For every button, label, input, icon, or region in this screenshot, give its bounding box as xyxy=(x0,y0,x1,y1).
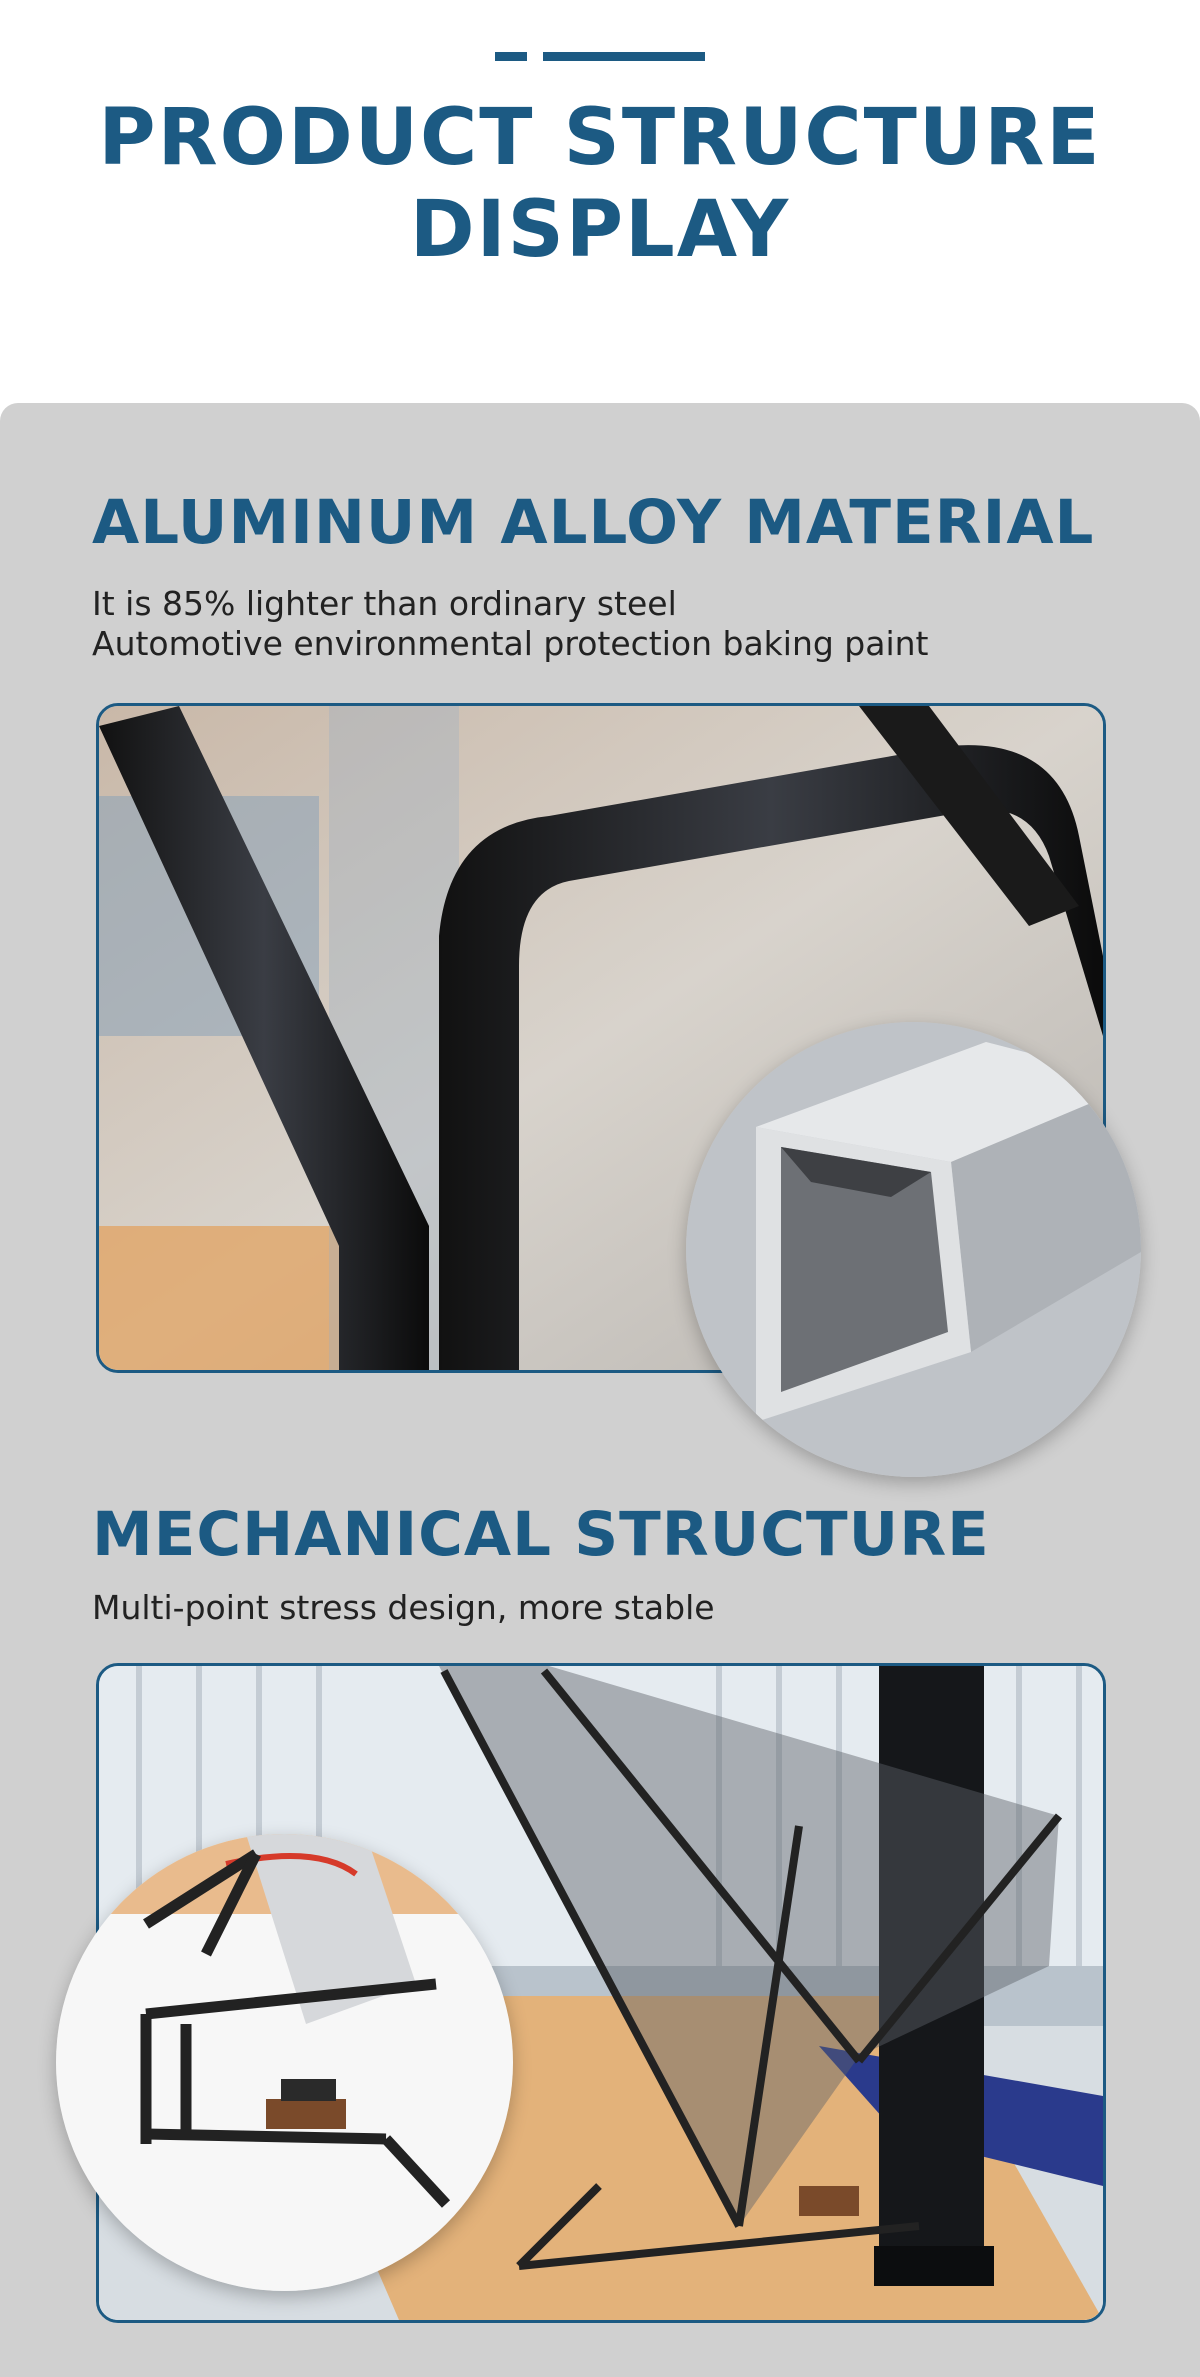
page-title-line1: PRODUCT STRUCTURE xyxy=(98,93,1102,183)
page-title xyxy=(0,92,1200,276)
machine-detail-illustration xyxy=(56,1834,513,2291)
section-desc-line2: Automotive environmental protection baking paint xyxy=(92,624,929,663)
machine-detail-circle-image xyxy=(56,1834,513,2291)
aluminum-tube-illustration xyxy=(686,1022,1141,1477)
header-decoration-short xyxy=(495,52,527,61)
section-heading-mechanical: MECHANICAL STRUCTURE xyxy=(92,1499,990,1570)
header-decoration-long xyxy=(543,52,705,61)
section-heading-aluminum: ALUMINUM ALLOY MATERIAL xyxy=(92,487,1095,558)
aluminum-tube-crosssection-image xyxy=(686,1022,1141,1477)
section2-desc-line1: Multi-point stress design, more stable xyxy=(92,1588,715,1627)
page-title-line2: DISPLAY xyxy=(409,185,791,275)
section-desc-line1: It is 85% lighter than ordinary steel xyxy=(92,584,677,623)
